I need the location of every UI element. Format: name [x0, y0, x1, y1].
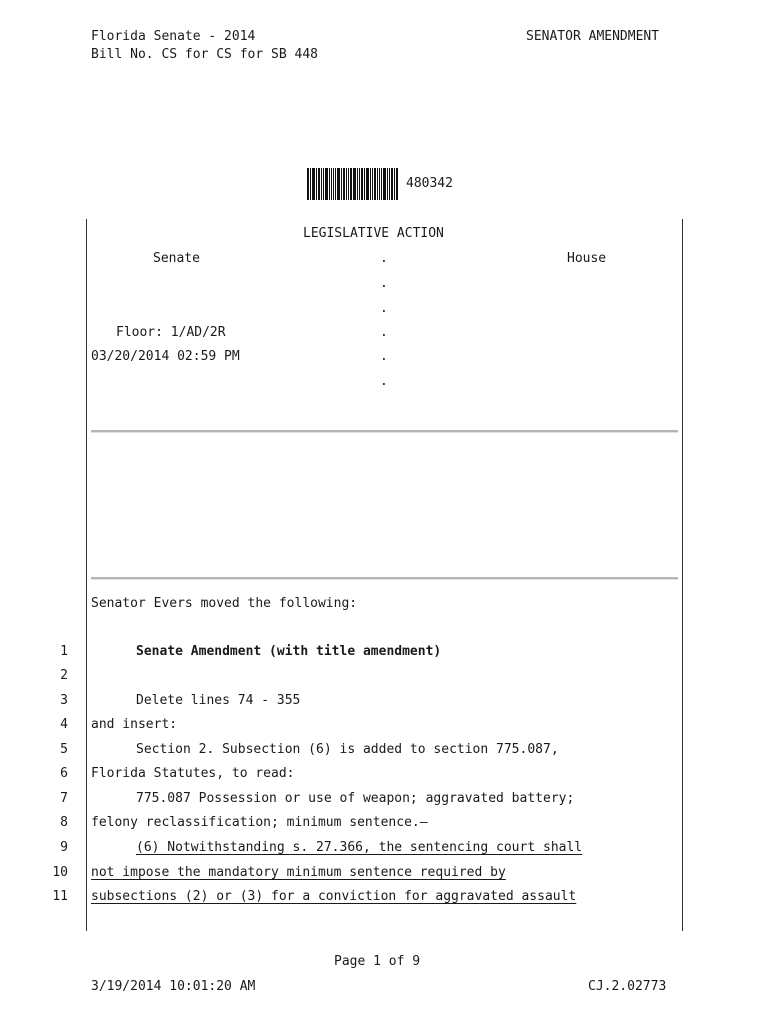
line-number: 8	[60, 815, 68, 830]
line-number: 11	[52, 889, 68, 904]
amendment-line: Delete lines 74 - 355	[136, 693, 301, 708]
barcode-number: 480342	[406, 176, 453, 191]
page-indicator: Page 1 of 9	[334, 954, 421, 969]
line-number: 6	[60, 766, 68, 781]
amendment-heading: Senate Amendment (with title amendment)	[136, 644, 442, 659]
line-number: 2	[60, 668, 68, 683]
separator-dot: .	[380, 325, 388, 340]
action-box-divider-bottom	[91, 577, 678, 580]
action-box-divider-top	[91, 430, 678, 433]
amendment-line: felony reclassification; minimum sentence.—	[91, 815, 428, 830]
right-margin-rule	[682, 219, 683, 931]
house-label: House	[567, 251, 607, 266]
line-number: 10	[52, 865, 68, 880]
line-number: 4	[60, 717, 68, 732]
senate-label: Senate	[153, 251, 200, 266]
footer-code: CJ.2.02773	[588, 979, 667, 994]
line-number: 9	[60, 840, 68, 855]
separator-dot: .	[380, 251, 388, 266]
amendment-line: Section 2. Subsection (6) is added to section 775.087,	[136, 742, 559, 757]
separator-dot: .	[380, 374, 388, 389]
header-doc-type: SENATOR AMENDMENT	[526, 29, 660, 44]
amendment-line: 775.087 Possession or use of weapon; aggravated battery;	[136, 791, 575, 806]
legislative-action-title: LEGISLATIVE ACTION	[303, 226, 444, 241]
inserted-line: subsections (2) or (3) for a conviction for aggravated assault	[91, 889, 577, 904]
amendment-line: and insert:	[91, 717, 178, 732]
barcode	[307, 168, 399, 200]
floor-action: Floor: 1/AD/2R	[116, 325, 226, 340]
separator-dot: .	[380, 301, 388, 316]
header-chamber-year: Florida Senate - 2014	[91, 29, 256, 44]
amendment-line: Florida Statutes, to read:	[91, 766, 295, 781]
line-number: 7	[60, 791, 68, 806]
separator-dot: .	[380, 276, 388, 291]
separator-dot: .	[380, 349, 388, 364]
line-number: 1	[60, 644, 68, 659]
line-number: 3	[60, 693, 68, 708]
inserted-line: not impose the mandatory minimum sentence required by	[91, 865, 506, 880]
footer-date: 3/19/2014 10:01:20 AM	[91, 979, 256, 994]
action-timestamp: 03/20/2014 02:59 PM	[91, 349, 240, 364]
header-bill-number: Bill No. CS for CS for SB 448	[91, 47, 318, 62]
left-margin-rule	[86, 219, 87, 931]
amendment-intro: Senator Evers moved the following:	[91, 596, 358, 611]
inserted-line: (6) Notwithstanding s. 27.366, the sentencing court shall	[136, 840, 583, 855]
line-number: 5	[60, 742, 68, 757]
